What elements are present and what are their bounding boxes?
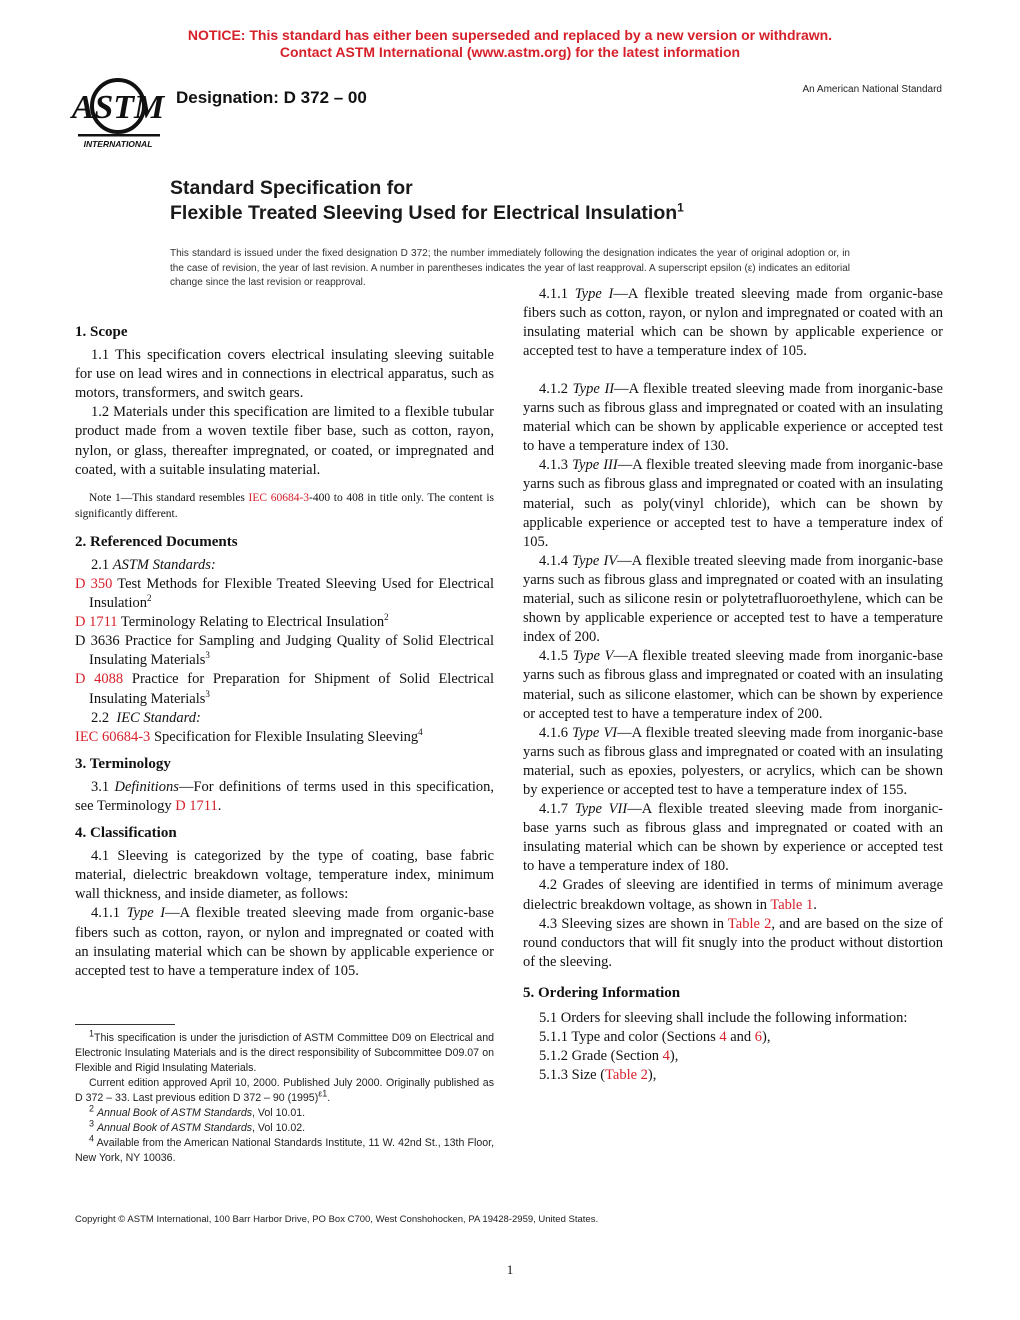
footnote-1b: Current edition approved April 10, 2000. Published July 2000. Originally published as D 372 – 33. Last previous edition D 372 – 90 $(1995)^{\varepsilon 1}$. (75, 1077, 494, 1104)
para-4-1-1-cont-wrap (523, 286, 943, 380)
section-3-heading: 3. Terminology (75, 755, 171, 772)
para-4-2: 4.2 Grades of sleeving are identified in terms of minimum average dielectric breakdown voltage, as shown in Table 1. (523, 877, 943, 913)
footnote-4: $^4$ Available from the American National Standards Institute, 11 W. 42nd St., 13th Floor, New York, NY 10036. (75, 1133, 495, 1164)
d1711-link[interactable]: D 1711 (75, 614, 118, 631)
section-4-link[interactable]: 4 (719, 1029, 727, 1046)
ref-d3636: D 3636 Practice for Sampling and Judging Quality of Solid Electrical Insulating Materials$^3$ (75, 633, 494, 669)
title-line-1: Standard Specification for (170, 177, 413, 199)
iec-60684-link[interactable]: IEC 60684-3 (75, 728, 151, 745)
table-2-link[interactable]: Table 2 (727, 915, 772, 932)
section-6-link[interactable]: 6 (754, 1029, 763, 1046)
iec-link[interactable]: IEC 60684-3 (248, 491, 310, 504)
para-5-1-2: 5.1.2 Grade (Section 4), (539, 1048, 679, 1065)
section-2-heading: 2. Referenced Documents (75, 533, 238, 550)
para-5-1-1: 5.1.1 Type and color (Sections 4 and 6), (539, 1029, 771, 1046)
document-title (170, 176, 684, 226)
notice-line-2: Contact ASTM International (www.astm.org) for the latest information (279, 44, 741, 60)
logo-letters: ASTM (71, 89, 165, 126)
designation: Designation: D 372 – 00 (176, 88, 367, 107)
footnote-2: $^2$ Annual Book of ASTM Standards, Vol 10.01. (89, 1103, 306, 1119)
para-4-1-1: 4.1.1 Type I—A flexible treated sleeving made from organic-base fibers such as cotton, rayon, or nylon and impregnated or coated with an insulating material which can be shown by applicable experience or accepted test to have a temperature index of 105. (75, 905, 494, 979)
left-column (75, 323, 495, 979)
para-5-1-3: 5.1.3 Size (Table 2), (539, 1067, 657, 1084)
ref-d1711: D 1711 Terminology Relating to Electrical Insulation$^2$ (75, 612, 389, 631)
d350-link[interactable]: D 350 (75, 575, 113, 592)
note-1: Note 1—This standard resembles IEC 60684-3-400 to 408 in title only. The content is significantly different. (75, 491, 495, 521)
para-1-1: 1.1 This specification covers electrical insulating sleeving suitable for use on lead wires and in connections in electrical apparatus, such as motors, transformers, and switch gears. (75, 347, 494, 402)
section-1-heading: 1. Scope (75, 324, 128, 340)
section-4-link-2[interactable]: 4 (662, 1048, 670, 1065)
ref-iec: IEC 60684-3 Specification for Flexible Insulating Sleeving$^4$ (75, 726, 423, 745)
d4088-link[interactable]: D 4088 (75, 671, 124, 688)
intro-paragraph: This standard is issued under the fixed designation D 372; the number immediately following the designation indicates the year of original adoption or, in the case of revision, the year of last revision. A number in parentheses indicates the year of last reapproval. A superscript epsilon (ε) indicates an editorial change since the last revision or reapproval. (170, 248, 850, 289)
title-footnote-ref[interactable]: 1 (677, 200, 684, 215)
ref-d4088: D 4088 Practice for Preparation for Shipment of Solid Electrical Insulating Materials$^3$ (75, 671, 494, 707)
para-5-1: 5.1 Orders for sleeving shall include the following information: (539, 1010, 908, 1026)
right-column (523, 286, 944, 1085)
notice-line-1: NOTICE: This standard has either been superseded and replaced by a new version or withdrawn. (187, 27, 833, 43)
para-2-2: 2.2 IEC Standard: (91, 709, 201, 726)
page-number: 1 (506, 1262, 514, 1277)
footnotes (75, 1028, 495, 1166)
para-3-1: 3.1 Definitions—For definitions of terms used in this specification, see Terminology D 1711. (75, 778, 495, 814)
footnote-1: $^1$This specification is under the jurisdiction of ASTM Committee D09 on Electrical and Electronic Insulating Materials and is the direct responsibility of Subcommittee D09.07 on Flexible and Rigid Insulating Materials. (75, 1028, 494, 1074)
american-national-standard: An American National Standard (802, 84, 942, 95)
logo-text: INTERNATIONAL (83, 139, 153, 149)
para-1-2: 1.2 Materials under this specification are limited to a flexible tubular product made from a woven textile fiber base, such as cotton, rayon, nylon, or glass, thereafter impregnated, or coated, or impregnated and coated, with a suitable insulating material. (75, 404, 494, 478)
para-4-1-5: 4.1.5 Type V—A flexible treated sleeving made from inorganic-base yarns such as fibrous glass and impregnated or coated with an insulating material, such as silicone elastomer, which can be shown by experience or accepted test to have a temperature index of 200. (523, 648, 943, 722)
para-4-3: 4.3 Sleeving sizes are shown in Table 2, and are based on the size of round conductors that will fit snugly into the product without distortion of the sleeving. (523, 915, 943, 970)
footnote-3: $^3$ Annual Book of ASTM Standards, Vol 10.02. (89, 1118, 306, 1134)
footnote-rule (75, 1024, 175, 1025)
title-line-2: Flexible Treated Sleeving Used for Electrical Insulation$^1$ (170, 200, 684, 224)
table-1-link[interactable]: Table 1 (770, 896, 814, 913)
para-4-1-1-continued: 4.1.1 Type I—A flexible treated sleeving made from organic-base fibers such as cotton, rayon, or nylon and impregnated or coated with an insulating material which can be shown by applicable experience or accepted test to have a temperature index of 105. (523, 286, 943, 360)
para-4-1-2: 4.1.2 Type II—A flexible treated sleeving made from inorganic-base yarns such as fibrous glass and impregnated or coated with an insulating material which can be shown by applicable experience or accepted test to have a temperature index of 130. (523, 381, 943, 455)
para-2-1: 2.1 ASTM Standards: (91, 556, 216, 573)
terminology-d1711-link[interactable]: D 1711 (175, 797, 218, 814)
para-4-1-4: 4.1.4 Type IV—A flexible treated sleeving made from inorganic-base yarns such as fibrous glass and impregnated or coated with an insulating material, such as silicone resin or polytetrafluoroethylene, which can be shown by applicable experience or accepted test to have a temperature index of 200. (523, 552, 944, 646)
para-4-1-3: 4.1.3 Type III—A flexible treated sleeving made from inorganic-base yarns such as fibrous glass and impregnated or coated with an insulating material, such as poly(vinyl chloride), which can be shown by applicable experience or accepted test to have a temperature index of 105. (523, 457, 943, 550)
copyright: Copyright © ASTM International, 100 Barr Harbor Drive, PO Box C700, West Conshohocken, PA 19428-2959, United States. (75, 1214, 599, 1225)
para-4-1-7: 4.1.7 Type VII—A flexible treated sleeving made from inorganic-base yarns such as fibrous glass and impregnated or coated with an insulating material which can be shown by experience or accepted test to have a temperature index of 180. (523, 801, 943, 875)
withdrawn-notice (0, 27, 1020, 61)
para-4-1-6: 4.1.6 Type VI—A flexible treated sleeving made from inorganic-base yarns such as fibrous glass and impregnated or coated with an insulating material, such as epoxies, polyesters, or acrylics, which can be shown by experience or accepted test to have a temperature index of 155. (523, 724, 944, 798)
astm-logo (71, 74, 165, 152)
para-4-1: 4.1 Sleeving is categorized by the type of coating, base fabric material, dielectric breakdown voltage, temperature index, minimum wall thickness, and inside diameter, as follows: (75, 848, 494, 903)
section-4-heading: 4. Classification (75, 825, 177, 842)
table-2-link-2[interactable]: Table 2 (605, 1067, 648, 1084)
section-5-heading: 5. Ordering Information (523, 984, 681, 1001)
ref-d350: D 350 Test Methods for Flexible Treated Sleeving Used for Electrical Insulation$^2$ (75, 575, 494, 612)
